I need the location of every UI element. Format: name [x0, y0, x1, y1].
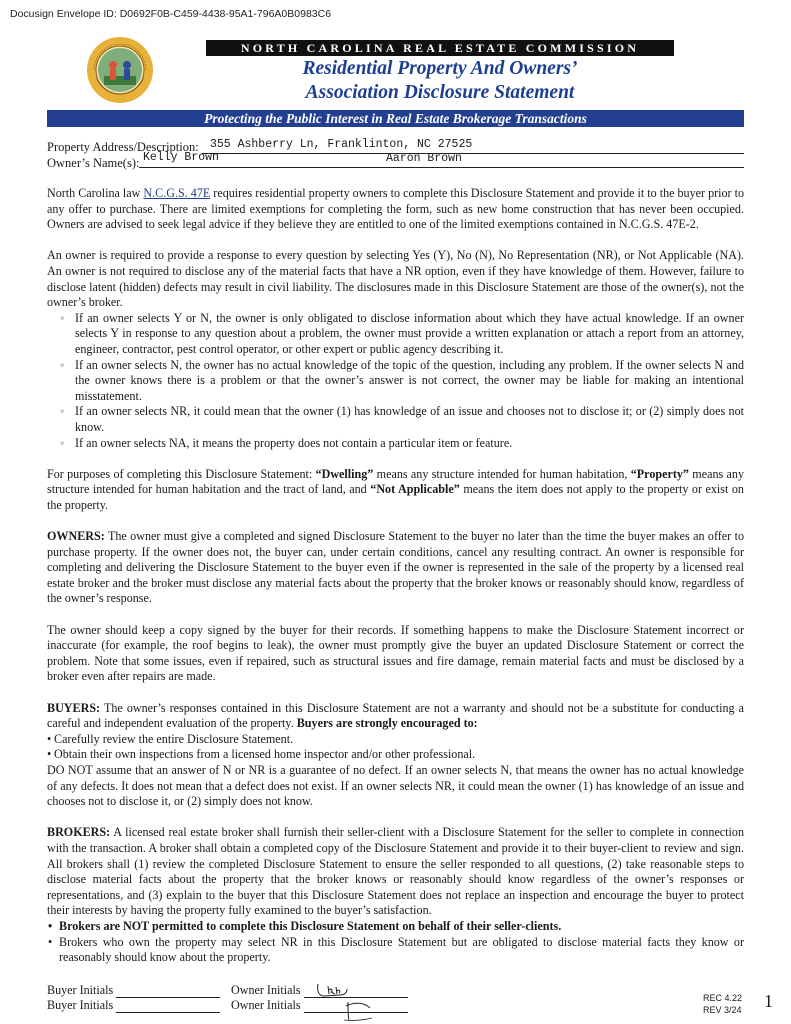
mission-banner: Protecting the Public Interest in Real Estate Brokerage Transactions — [47, 110, 744, 127]
envelope-id: Docusign Envelope ID: D0692F0B-C459-4438-95A1-796A0B0983C6 — [10, 8, 332, 20]
page-number: 1 — [764, 991, 773, 1011]
response-bullets — [47, 311, 744, 451]
list-item: • Brokers are NOT permitted to complete this Disclosure Statement on behalf of their seller-clients. — [47, 919, 744, 935]
ncgs-47e-link[interactable]: N.C.G.S. 47E — [143, 186, 211, 200]
form-title-line1: Residential Property And Owners’ — [302, 58, 578, 79]
rev-code: REV 3/24 — [703, 1005, 742, 1015]
definitions-paragraph: For purposes of completing this Disclosure Statement: “Dwelling” means any structure intended for human habitation, “Property” means any structure intended for human habitation and the tract of land, and “Not Applicable” means the item does not apply to the property or exist on the property. — [47, 466, 744, 512]
list-item: ◦ If an owner selects NR, it could mean that the owner (1) has knowledge of an issue and chooses not to disclose it; or (2) simply does not know. — [47, 404, 744, 435]
list-item: ◦ If an owner selects Y or N, the owner is only obligated to disclose information about which they have actual knowledge. If an owner selects Y in response to any question about a problem, the owner must provide a written explanation or attach a report from an attorney, engineer, contractor, pest control operator, or other expert or public agency describing it. — [47, 311, 744, 358]
form-title-line2: Association Disclosure Statement — [305, 82, 575, 103]
buyer-initials-row-2: Buyer Initials — [47, 998, 220, 1013]
owners-label: Owner’s Name(s): — [47, 156, 140, 170]
buyer-initials-field[interactable] — [116, 985, 220, 998]
rec-code: REC 4.22 — [703, 993, 743, 1003]
owners-paragraph: OWNERS: The owner must give a completed and signed Disclosure Statement to the buyer no later than the time the buyer makes an offer to purchase property. If the owner does not, the buyer can, under certain conditions, cancel any resulting contract. An owner is responsible for completing and delivering the Disclosure Statement to the buyer even if the owner is represented in the sale of the property by a licensed real estate broker and the broker must disclose any material facts about the property that the broker knows or reasonably should know, regardless of the owner’s response. — [47, 529, 744, 606]
owner2-value: Aaron Brown — [386, 152, 462, 165]
owner-initials-row-2: Owner Initials — [231, 998, 408, 1013]
disclosure-body — [47, 186, 744, 966]
buyer-initials-row-1: Buyer Initials — [47, 983, 220, 998]
nc-seal-logo — [86, 36, 154, 104]
response-paragraph: An owner is required to provide a response to every question by selecting Yes (Y), No (N), No Representation (NR), or Not Applicable (NA). An owner is not required to disclose any of the material facts that have a NR option, even if they have knowledge of them. However, failure to disclose latent (hidden) defects may result in civil liability. The disclosures made in this Disclosure Statement are those of the owner(s), not the owner’s broker. — [47, 248, 744, 310]
owner-copy-paragraph: The owner should keep a copy signed by the buyer for their records. If something happens to make the Disclosure Statement incorrect or inaccurate (for example, the roof begins to leak), the owner must promptly give the buyer an updated Disclosure Statement or correct the problem. Note that some issues, even if repaired, such as structural issues and fire damage, remain material facts and must be disclosed by a broker even after repairs are made. — [47, 622, 744, 684]
owner1-value: Kelly Brown — [143, 151, 219, 164]
brokers-section: BROKERS: A licensed real estate broker shall furnish their seller-client with a Disclosure Statement for the seller to complete in connection with the transaction. A broker shall obtain a completed copy of the Disclosure Statement and provide it to their buyer-client to review and sign. All brokers shall (1) review the completed Disclosure Statement to ensure the seller responded to all questions, (2) take reasonable steps to disclose material facts about the property that the broker knows or reasonably should know regardless of the owner’s responses or representations, and (3) explain to the buyer that this Disclosure Statement does not replace an inspection and encourage the buyer to protect their interests by having the property fully examined to the buyer’s satisfaction. • Brokers are NOT permitted to complete this Disclosure Statement on behalf of their seller-clients. • Brokers who own the property may select NR in this Disclosure Statement but are obligated to disclose material facts they know or reasonably should know about the property. — [47, 825, 744, 965]
intro-paragraph: North Carolina law N.C.G.S. 47E requires residential property owners to complete this Disclosure Statement and provide it to the buyer prior to any offer to purchase. There are limited exemptions for completing the form, such as new home construction that has never been occupied. Owners are advised to seek legal advice if they believe they are entitled to one of the limited exemptions contained in N.C.G.S. 47E-2. — [47, 186, 745, 232]
list-item: ◦ If an owner selects N, the owner has no actual knowledge of the topic of the question, including any problem. If the owner selects N and the owner knows there is a problem or that the owner’s answer is not correct, the owner may be liable for making an intentional misstatement. — [47, 358, 744, 405]
commission-header: NORTH CAROLINA REAL ESTATE COMMISSION — [206, 40, 674, 56]
list-item: ◦ If an owner selects NA, it means the property does not contain a particular item or feature. — [47, 436, 744, 452]
address-value: 355 Ashberry Ln, Franklinton, NC 27525 — [210, 138, 473, 151]
list-item: • Brokers who own the property may select NR in this Disclosure Statement but are obligated to disclose material facts they know or reasonably should know about the property. — [47, 935, 744, 966]
buyers-section: BUYERS: The owner’s responses contained in this Disclosure Statement are not a warranty and should not be a substitute for conducting a careful and independent evaluation of the property. Buyers are strongly encouraged to: • Carefully review the entire Disclosure Statement. • Obtain their own inspections from a licensed home inspector and/or other professional. DO NOT assume that an answer of N or NR is a guarantee of no defect. If an owner selects N, that means the owner has no actual knowledge of any defects. It does not mean that a defect does not exist. If an owner selects NR, it could mean the owner (1) has knowledge of an issue and chooses not to disclose it, or (2) simply does not know. — [47, 701, 744, 810]
owner-initials-row-1: Owner Initials — [231, 983, 408, 998]
address-label: Property Address/Description: — [47, 140, 199, 154]
buyer-initials-field[interactable] — [116, 1000, 220, 1013]
owner-initials-handwriting — [314, 978, 374, 1022]
list-item: • Obtain their own inspections from a licensed home inspector and/or other professional. — [47, 747, 744, 763]
list-item: • Carefully review the entire Disclosure Statement. — [47, 732, 744, 748]
